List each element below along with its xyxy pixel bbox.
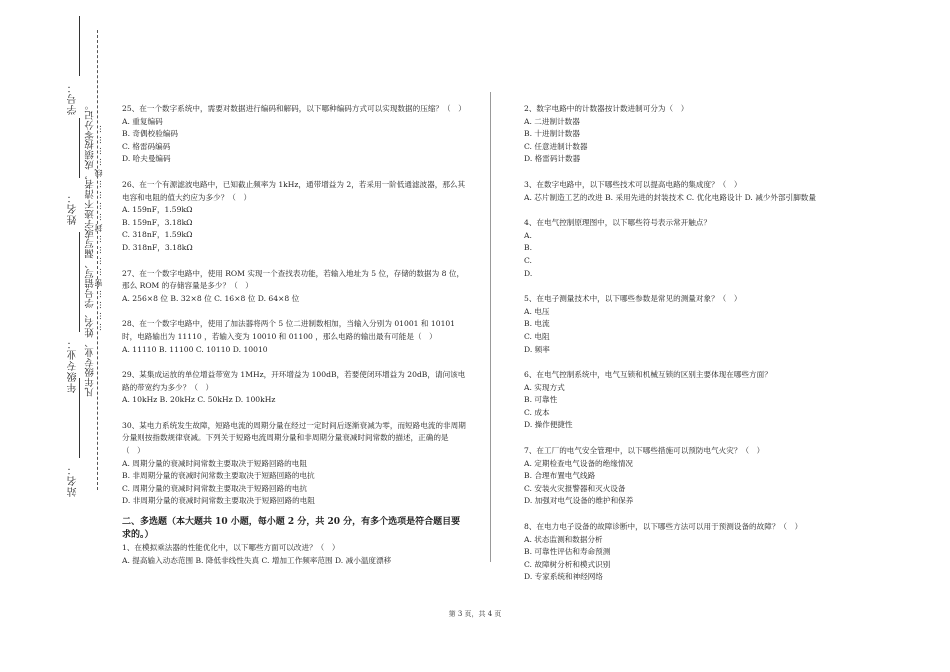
multi-question-8 xyxy=(524,521,864,584)
seal-line-text: …………密…………封…………线………… xyxy=(94,122,103,331)
binding-warning: 凡年级专业、姓名、学号错写、漏写或字迹不清者，成绩按零分记。 xyxy=(85,100,96,397)
question-stem: 25、在一个数字系统中，需要对数据进行编码和解码，以下哪种编码方式可以实现数据的压缩？（ ） xyxy=(122,104,466,113)
page-number: 第 3 页，共 4 页 xyxy=(448,610,502,618)
option-a: A. 实现方式 xyxy=(524,382,565,392)
option-c: C. 318nF，1.59kΩ xyxy=(122,230,193,240)
option-b: B. xyxy=(524,243,532,253)
student-id-label: 学号： xyxy=(68,82,79,115)
option-b: B. 奇偶校验编码 xyxy=(122,129,178,139)
option-d: D. 318nF，3.18kΩ xyxy=(122,242,193,252)
options-line: A. 芯片制造工艺的改进 B. 采用先进的封装技术 C. 优化电路设计 D. 减少外部引脚数量 xyxy=(524,192,816,202)
major-line xyxy=(79,232,80,332)
student-id-line xyxy=(79,16,80,76)
binding-margin xyxy=(0,0,110,672)
option-b: B. 十进制计数器 xyxy=(524,129,580,139)
school-line xyxy=(79,378,80,458)
option-a: A. 重复编码 xyxy=(122,116,163,126)
left-column xyxy=(122,103,467,580)
question-26 xyxy=(122,179,467,255)
question-stem: 1、在模拟乘法器的性能优化中，以下哪些方面可以改进？（ ） xyxy=(122,543,340,553)
option-b: B. 159nF，3.18kΩ xyxy=(122,217,193,227)
question-27 xyxy=(122,268,467,306)
option-b: B. 可靠性 xyxy=(524,395,558,405)
name-line xyxy=(79,118,80,178)
option-a: A. 周期分量的衰减时间常数主要取决于短路回路的电阻 xyxy=(122,458,307,468)
options-line: A. 10kHz B. 20kHz C. 50kHz D. 100kHz xyxy=(122,395,276,405)
question-28 xyxy=(122,318,467,356)
column-divider xyxy=(490,92,491,562)
option-a: A. xyxy=(524,230,532,240)
option-c: C. 周期分量的衰减时间常数主要取决于短路回路的电抗 xyxy=(122,483,308,493)
multi-question-6 xyxy=(524,369,864,432)
option-c: C. 安装火灾报警器和灭火设备 xyxy=(524,483,626,493)
multi-question-4 xyxy=(524,217,864,280)
question-stem: 27、在一个数字电路中，使用 ROM 实现一个查找表功能，若输入地址为 5 位，存储的数据为 8 位，那么 ROM 的存储容量是多少？（ ） xyxy=(122,268,465,291)
multi-question-7 xyxy=(524,445,864,508)
option-c: C. 格雷码编码 xyxy=(122,141,171,151)
option-a: A. 二进制计数器 xyxy=(524,116,580,126)
question-25 xyxy=(122,103,467,166)
question-stem: 3、在数字电路中，以下哪些技术可以提高电路的集成度？（ ） xyxy=(524,179,742,189)
option-d: D. 哈夫曼编码 xyxy=(122,154,171,164)
question-stem: 30、某电力系统发生故障，短路电流的周期分量在经过一定时间后逐渐衰减为零，而短路电流的非周期分量则按指数规律衰减。下列关于短路电流周期分量和非周期分量衰减时间常数的描述，正确的是（ ） xyxy=(122,420,466,456)
question-stem: 4、在电气控制原理图中，以下哪些符号表示常开触点？ xyxy=(524,218,712,228)
option-d: D. 专家系统和神经网络 xyxy=(524,572,603,582)
question-stem: 7、在工厂的电气安全管理中，以下哪些措施可以预防电气火灾？（ ） xyxy=(524,446,765,456)
option-c: C. 成本 xyxy=(524,407,550,417)
multi-question-5 xyxy=(524,293,864,356)
option-b: B. 非周期分量的衰减时间常数主要取决于短路回路的电抗 xyxy=(122,471,315,481)
options-line: A. 11110 B. 11100 C. 10110 D. 10010 xyxy=(122,344,268,354)
option-b: B. 电流 xyxy=(524,319,550,329)
option-a: A. 电压 xyxy=(524,306,550,316)
question-stem: 29、某集成运放的单位增益带宽为 1MHz，开环增益为 100dB，若要使闭环增益为 20dB，请问该电路的带宽约为多少？（ ） xyxy=(122,370,466,392)
option-d: D. 频率 xyxy=(524,344,550,354)
question-stem: 6、在电气控制系统中，电气互锁和机械互锁的区别主要体现在哪些方面？ xyxy=(524,370,772,380)
question-stem: 8、在电力电子设备的故障诊断中，以下哪些方法可以用于预测设备的故障？（ ） xyxy=(524,522,803,532)
option-d: D. xyxy=(524,268,533,278)
option-c: C. 电阻 xyxy=(524,331,550,341)
option-b: B. 合理布置电气线路 xyxy=(524,471,596,481)
option-a: A. 159nF，1.59kΩ xyxy=(122,205,193,215)
option-c: C. 故障树分析和模式识别 xyxy=(524,559,611,569)
option-c: C. 任意进制计数器 xyxy=(524,141,588,151)
question-29 xyxy=(122,369,467,407)
option-a: A. 定期检查电气设备的绝缘情况 xyxy=(524,458,634,468)
multi-question-2 xyxy=(524,103,864,166)
section-title-multiple-choice: 二、多选题（本大题共 10 小题，每小题 2 分，共 20 分，有多个选项是符合题目要求的。） xyxy=(122,517,461,541)
question-stem: 5、在电子测量技术中，以下哪些参数是常见的测量对象？（ ） xyxy=(524,294,742,304)
seal-dashed-line xyxy=(97,30,98,490)
question-stem: 2、数字电路中的计数器按计数进制可分为（ ） xyxy=(524,104,689,113)
right-column xyxy=(524,103,864,597)
major-label: 年级专业： xyxy=(68,338,79,393)
question-stem: 26、在一个有源滤波电路中，已知截止频率为 1kHz，通带增益为 2，若采用一阶低通滤波器，那么其电容和电阻的值大约应为多少？（ ） xyxy=(122,179,466,202)
option-b: B. 可靠性评估和寿命预测 xyxy=(524,547,611,557)
multi-question-1 xyxy=(122,542,467,567)
question-stem: 28、在一个数字电路中，使用了加法器将两个 5 位二进制数相加，当输入分别为 01001 和 10101 时，电路输出为 11110 ，若输入变为 10010 和 01100 ，那么电路的输出最有可能是（ ） xyxy=(122,319,456,341)
option-c: C. xyxy=(524,255,532,265)
options-line: A. 提高输入动态范围 B. 降低非线性失真 C. 增加工作频率范围 D. 减小温度漂移 xyxy=(122,555,392,565)
school-label: 站名： xyxy=(68,464,79,497)
option-d: D. 格雷码计数器 xyxy=(524,154,581,164)
options-line: A. 256×8 位 B. 32×8 位 C. 16×8 位 D. 64×8 位 xyxy=(122,293,300,303)
name-label: 姓名： xyxy=(68,192,79,225)
option-d: D. 非周期分量的衰减时间常数主要取决于短路回路的电阻 xyxy=(122,496,315,506)
multi-question-3 xyxy=(524,179,864,204)
option-d: D. 操作便捷性 xyxy=(524,420,573,430)
option-d: D. 加强对电气设备的维护和保养 xyxy=(524,496,634,506)
option-a: A. 状态监测和数据分析 xyxy=(524,534,603,544)
question-30 xyxy=(122,420,467,508)
